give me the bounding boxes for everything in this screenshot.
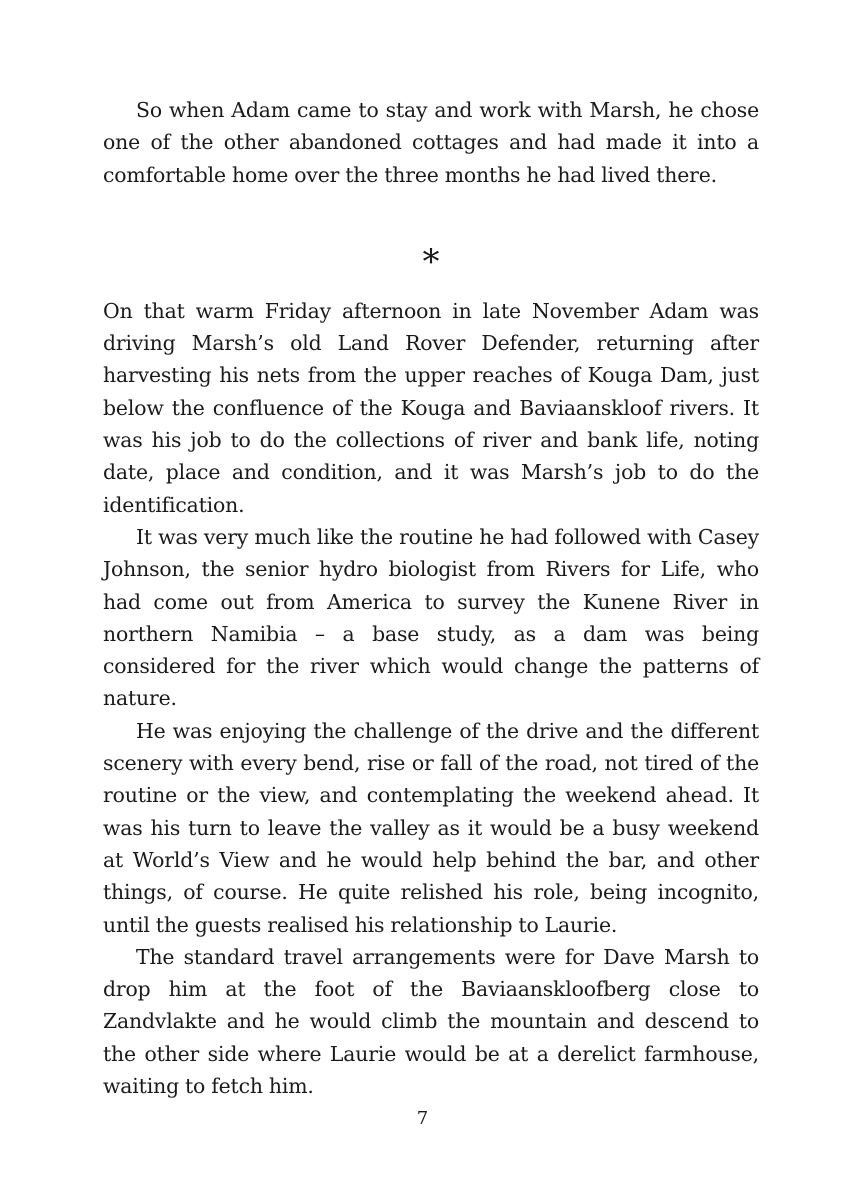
paragraph-casey-johnson: It was very much like the routine he had followed with Casey Johnson, the senior hydro biologist from Rivers for Life, who had come out from America to survey the Kunene River in northern Namibia – a base study, as a dam was being considered for the river which would change the patterns of nature. xyxy=(103,524,759,711)
paragraph-adam-cottage: So when Adam came to stay and work with Marsh, he chose one of the other abandoned cottages and had made it into a comfortable home over the three months he had lived there. xyxy=(103,98,759,187)
section-break-asterisk: * xyxy=(422,241,440,282)
paragraph-friday-afternoon: On that warm Friday afternoon in late November Adam was driving Marsh’s old Land Rover Defender, returning after harvesting his nets from the upper reaches of Kouga Dam, just below the confluence of the Kouga and Baviaanskloof rivers. It was his job to do the collections of river and bank life, noting date, place and condition, and it was Marsh’s job to do the identification. xyxy=(103,298,759,517)
page-number: 7 xyxy=(416,1108,429,1129)
paragraph-enjoying-drive: He was enjoying the challenge of the drive and the different scenery with every bend, rise or fall of the road, not tired of the routine or the view, and contemplating the weekend ahead. It was his turn to leave the valley as it would be a busy weekend at World’s View and he would help behind the bar, and other things, of course. He quite relished his role, being incognito, until the guests realised his relationship to Laurie. xyxy=(103,718,759,937)
paragraph-travel-arrangements: The standard travel arrangements were for Dave Marsh to drop him at the foot of the Baviaanskloofberg close to Zandvlakte and he would climb the mountain and descend to the other side where Laurie would be at a derelict farmhouse, waiting to fetch him. xyxy=(103,944,759,1099)
book-page-body xyxy=(103,94,759,1102)
